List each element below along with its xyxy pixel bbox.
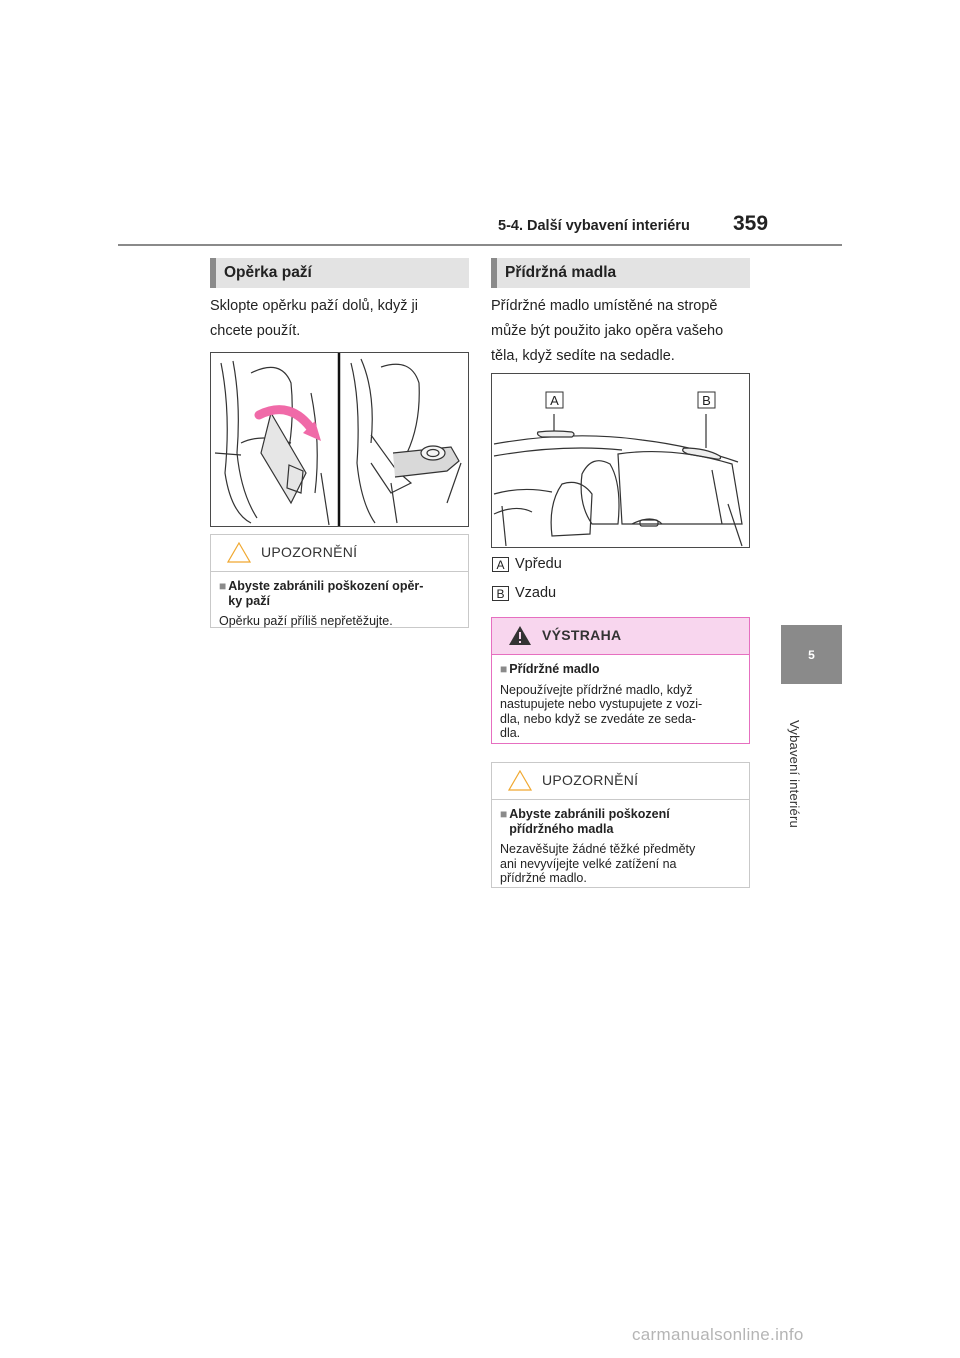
armrest-heading: Opěrka paží — [210, 258, 469, 288]
caution-triangle-icon — [508, 770, 532, 791]
caution-subheading-line: Abyste zabránili poškození — [509, 807, 670, 821]
watermark-link[interactable]: carmanualsonline.info — [632, 1325, 804, 1344]
callout-text: Vzadu — [515, 585, 557, 601]
warning-text — [500, 683, 741, 741]
caution-subheading-line: Abyste zabránili poškození opěr- — [228, 579, 424, 593]
caution-text-line: přídržné madlo. — [500, 871, 587, 885]
caution-header — [211, 535, 468, 572]
warning-title: VÝSTRAHA — [542, 627, 622, 643]
caution-text-line: Nezavěšujte žádné těžké předměty — [500, 842, 696, 856]
armrest-drawing — [211, 353, 468, 526]
callout-text: Vpředu — [515, 556, 562, 572]
caution-text — [500, 842, 741, 886]
caution-header — [492, 763, 749, 800]
caution-text-line: ani nevyvíjejte velké zatížení na — [500, 856, 677, 871]
caution-subheading — [500, 807, 741, 836]
caution-title: UPOZORNĚNÍ — [542, 772, 639, 788]
grab-handles-heading: Přídržná madla — [491, 258, 750, 288]
section-title: 5-4. Další vybavení interiéru — [498, 218, 690, 234]
caution-subheading-line: ky paží — [228, 593, 270, 608]
caution-subheading-line: přídržného madla — [509, 821, 614, 836]
caution-title: UPOZORNĚNÍ — [261, 544, 358, 560]
grab-handles-drawing — [492, 374, 749, 547]
caution-text: Opěrku paží příliš nepřetěžujte. — [219, 614, 393, 628]
armrest-illustration — [210, 352, 469, 527]
warning-header — [492, 618, 749, 655]
page-number: 359 — [733, 212, 769, 235]
warning-text-line: dla. — [500, 726, 521, 740]
warning-text-line: dla, nebo když se zvedáte ze seda- — [500, 711, 696, 726]
callout-front — [492, 556, 562, 572]
warning-triangle-icon — [508, 625, 532, 646]
armrest-text-line: Sklopte opěrku paží dolů, když ji — [210, 298, 418, 314]
grab-handles-illustration — [491, 373, 750, 548]
header-divider — [118, 244, 842, 246]
figure-label-b: B — [702, 393, 711, 408]
grab-handles-text-line: těla, když sedíte na sedadle. — [491, 348, 675, 364]
armrest-text — [210, 294, 418, 344]
grab-handle-warning-box — [491, 617, 750, 744]
warning-subheading-text: Přídržné madlo — [509, 662, 600, 676]
bullet-square-icon: ■ — [500, 662, 508, 676]
bullet-square-icon: ■ — [219, 579, 227, 593]
callout-label: A — [492, 557, 509, 572]
grab-handles-text-line: Přídržné madlo umístěné na stropě — [491, 298, 718, 314]
grab-handle-caution-box — [491, 762, 750, 888]
warning-subheading — [500, 662, 741, 677]
chapter-title: Vybavení interiéru — [787, 720, 802, 828]
figure-label-a: A — [550, 393, 559, 408]
callout-rear — [492, 585, 556, 601]
callout-label: B — [492, 586, 509, 601]
bullet-square-icon: ■ — [500, 807, 508, 821]
warning-text-line: nastupujete nebo vystupujete z vozi- — [500, 697, 703, 711]
caution-triangle-icon — [227, 542, 251, 563]
armrest-text-line: chcete použít. — [210, 323, 301, 339]
chapter-tab[interactable] — [781, 625, 842, 684]
chapter-number: 5 — [808, 647, 815, 662]
armrest-caution-box — [210, 534, 469, 628]
warning-text-line: Nepoužívejte přídržné madlo, když — [500, 682, 693, 697]
grab-handles-text — [491, 294, 723, 369]
caution-subheading — [219, 579, 460, 608]
grab-handles-text-line: může být použito jako opěra vašeho — [491, 323, 724, 339]
